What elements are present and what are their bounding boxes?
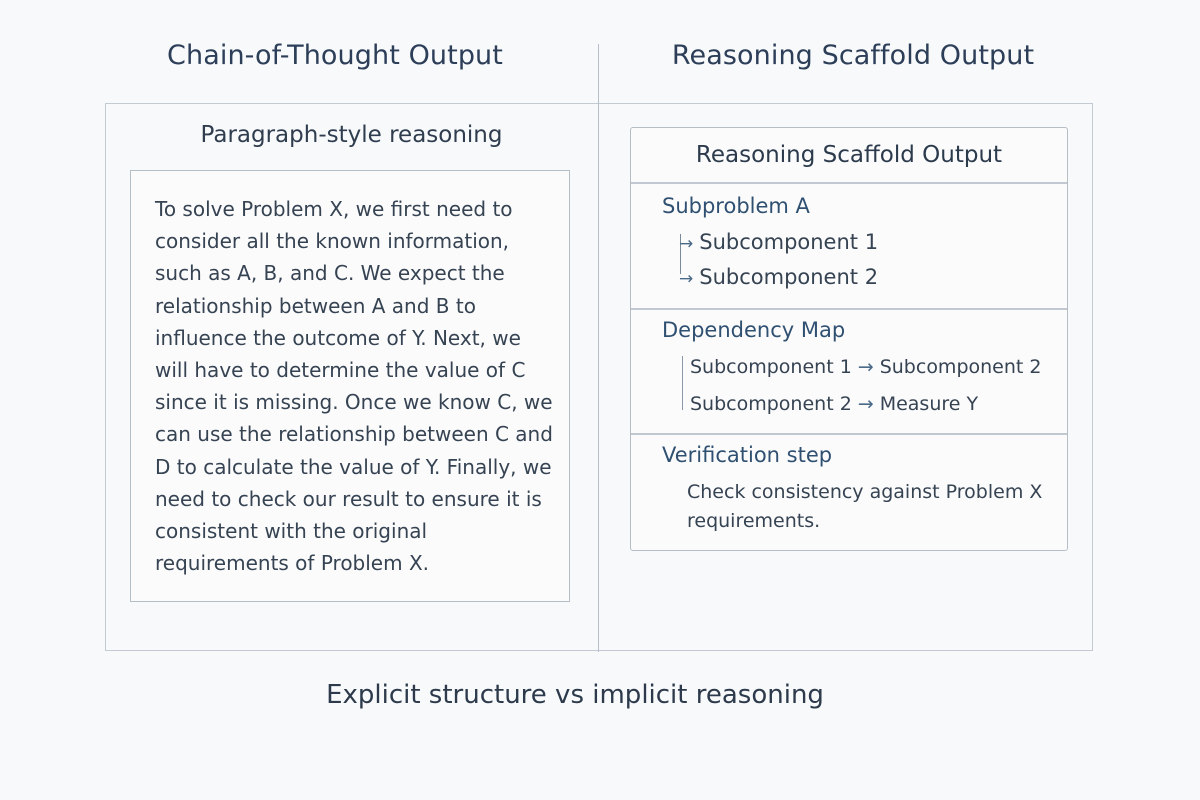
dependency-to: Measure Y [879,393,979,415]
arrow-right-icon: → [857,393,874,415]
dependency-connector-line [682,356,683,410]
section-divider [631,182,1067,184]
verification-title: Verification step [662,443,833,467]
section-divider [631,433,1067,435]
section-divider [631,308,1067,310]
arrow-right-icon: → [857,356,874,378]
subcomponent-item [679,230,878,254]
column-divider [598,44,599,652]
subproblem-title: Subproblem A [662,194,810,218]
dependency-row [690,356,1041,378]
left-column-title: Chain-of-Thought Output [167,40,503,71]
paragraph-text: To solve Problem X, we first need to consider all the known information, such as A, B, and C. We expect the relationship between A and B to influence the outcome of Y. Next, we will have to determine the value of C since it is missing. Once we know C, we can use the relationship between C and D to calculate the value of Y. Finally, we need to check our result to ensure it is consistent with the original requirements of Problem X. [155,197,553,576]
subcomponent-label: Subcomponent 2 [699,265,879,289]
arrow-right-icon: → [679,269,694,289]
verification-text: Check consistency against Problem X requirements. [687,481,1043,532]
dependency-from: Subcomponent 1 [690,356,852,378]
scaffold-box [630,127,1068,551]
arrow-right-icon: → [679,234,694,254]
dependency-from: Subcomponent 2 [690,393,852,415]
right-column-title: Reasoning Scaffold Output [671,40,1035,71]
dependency-map-title: Dependency Map [662,318,846,342]
subcomponent-item [679,265,878,289]
subcomponent-label: Subcomponent 1 [699,230,879,254]
dependency-to: Subcomponent 2 [879,356,1042,378]
paragraph-box [130,170,570,602]
dependency-row [690,393,978,415]
paragraph-style-heading: Paragraph-style reasoning [200,122,503,148]
caption: Explicit structure vs implicit reasoning [326,680,824,710]
scaffold-box-header: Reasoning Scaffold Output [695,142,1003,168]
